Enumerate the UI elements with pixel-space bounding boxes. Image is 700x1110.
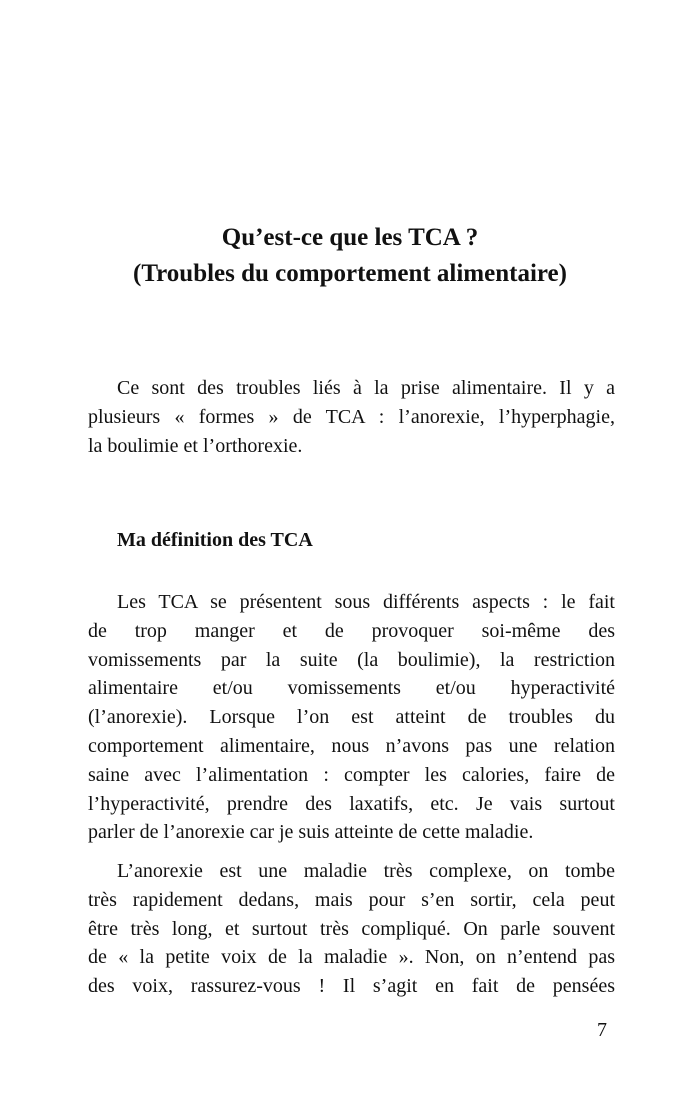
- chapter-title: Qu’est-ce que les TCA ?: [221, 224, 479, 251]
- body-paragraph-1: [88, 588, 615, 847]
- intro-paragraph: [88, 374, 615, 460]
- text-line: la boulimie et l’orthorexie.: [88, 434, 303, 457]
- text-line: Les TCA se présentent sous différents aspects : le fait: [117, 591, 615, 613]
- text-line: (l’anorexie). Lorsque l’on est atteint de troubles du: [88, 706, 615, 729]
- text-line: parler de l’anorexie car je suis atteinte de cette maladie.: [88, 821, 534, 844]
- text-line: être très long, et surtout très compliqué. On parle souvent: [88, 917, 615, 940]
- text-line: l’hyperactivité, prendre des laxatifs, etc. Je vais surtout: [88, 792, 615, 815]
- text-line: L’anorexie est une maladie très complexe, on tombe: [117, 860, 615, 882]
- text-line: de trop manger et de provoquer soi-même des: [88, 619, 615, 642]
- text-line: vomissements par la suite (la boulimie), la restriction: [88, 648, 615, 671]
- section-heading: Ma définition des TCA: [117, 529, 313, 551]
- text-line: alimentaire et/ou vomissements et/ou hyperactivité: [88, 677, 615, 700]
- page-number: 7: [597, 1019, 607, 1041]
- text-line: plusieurs « formes » de TCA : l’anorexie, l’hyperphagie,: [88, 405, 615, 428]
- chapter-subtitle: (Troubles du comportement alimentaire): [133, 260, 567, 287]
- text-line: très rapidement dedans, mais pour s’en sortir, cela peut: [88, 888, 615, 911]
- text-line: des voix, rassurez-vous ! Il s’agit en fait de pensées: [88, 975, 615, 998]
- text-line: Ce sont des troubles liés à la prise alimentaire. Il y a: [117, 377, 615, 399]
- text-line: de « la petite voix de la maladie ». Non, on n’entend pas: [88, 946, 615, 969]
- text-line: saine avec l’alimentation : compter les calories, faire de: [88, 763, 615, 786]
- body-paragraph-2: [88, 857, 615, 1001]
- text-line: comportement alimentaire, nous n’avons pas une relation: [88, 734, 615, 757]
